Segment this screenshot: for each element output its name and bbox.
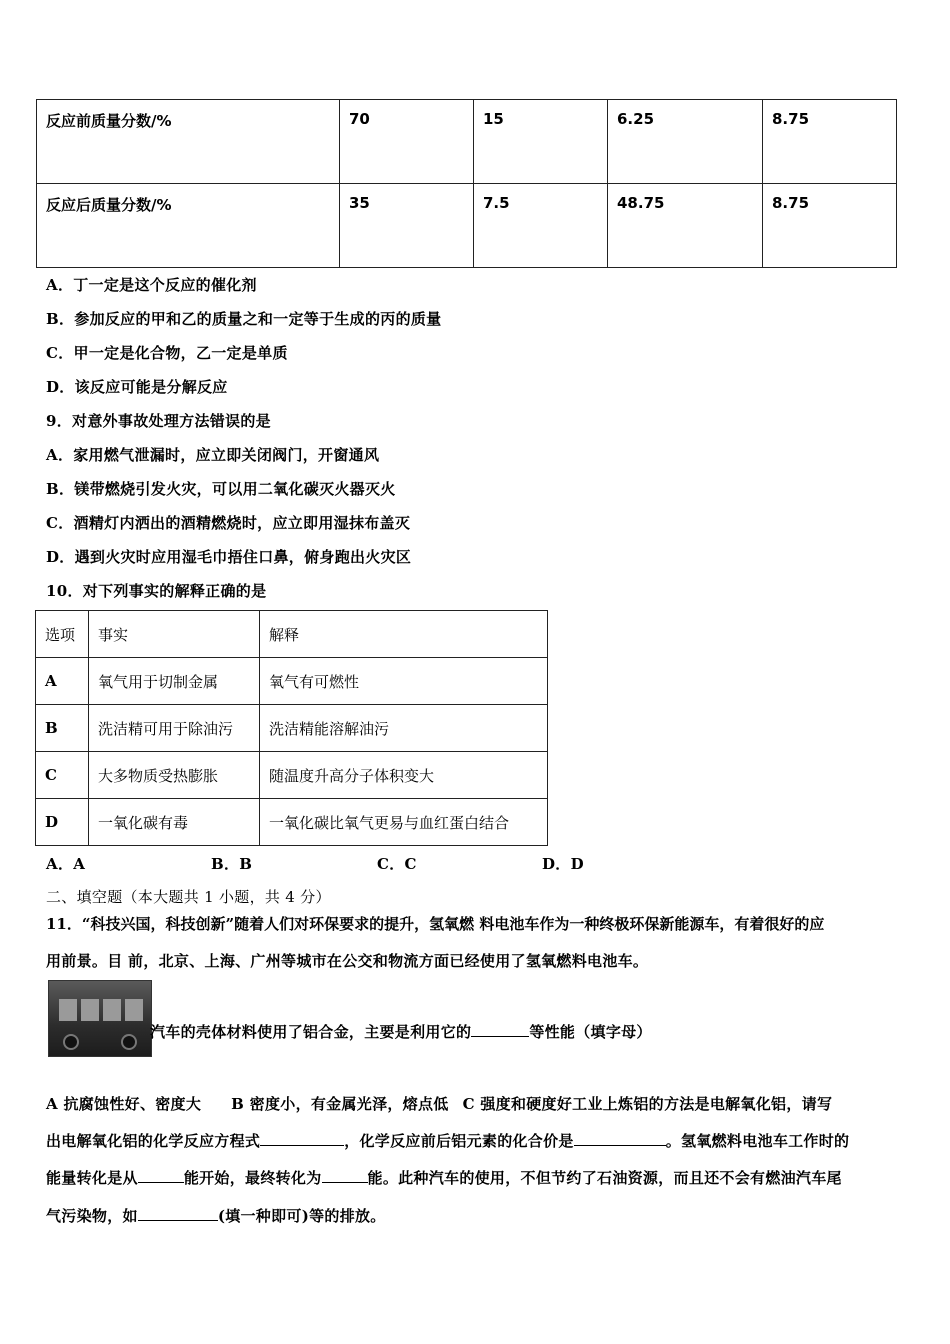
section-heading: 二、填空题（本大题共 1 小题，共 4 分）	[46, 888, 331, 906]
table-cell: 反应前质量分数/%	[37, 100, 340, 184]
mass-fraction-table	[36, 99, 897, 268]
q8-option-d: D．该反应可能是分解反应	[46, 378, 228, 396]
table-cell: C	[36, 752, 89, 799]
q9-option-a: A．家用燃气泄漏时，应立即关闭阀门，开窗通风	[46, 446, 380, 464]
table-cell: 6.25	[608, 100, 763, 184]
bus-photo	[48, 980, 152, 1057]
q8-option-c: C．甲一定是化合物，乙一定是单质	[46, 344, 288, 362]
q9-option-c: C．酒精灯内洒出的酒精燃烧时，应立即用湿抹布盖灭	[46, 514, 411, 532]
q11-option-b: B 密度小，有金属光泽，熔点低	[231, 1095, 449, 1113]
q11-option-c: C 强度和硬度好工业上炼铝的方法是电解氧化铝，请写	[462, 1095, 833, 1113]
answer-blank[interactable]	[138, 1168, 184, 1183]
table-row	[36, 705, 548, 752]
q8-option-b: B．参加反应的甲和乙的质量之和一定等于生成的丙的质量	[46, 310, 442, 328]
q11-line-5	[46, 1167, 842, 1188]
table-cell: 随温度升高分子体积变大	[260, 752, 548, 799]
answer-blank[interactable]	[471, 1022, 529, 1037]
q11-line-2: 用前景。目 前，北京、上海、广州等城市在公交和物流方面已经使用了氢氧燃料电池车。	[46, 952, 649, 970]
table-header-cell: 选项	[36, 611, 89, 658]
table-row	[36, 799, 548, 846]
facts-table	[35, 610, 548, 846]
table-row	[37, 100, 897, 184]
q11-caption-text: 汽车的壳体材料使用了铝合金，主要是利用它的	[150, 1023, 472, 1041]
q11-caption	[150, 1021, 652, 1042]
q9-option-d: D．遇到火灾时应用湿毛巾捂住口鼻，俯身跑出火灾区	[46, 548, 412, 566]
answer-blank[interactable]	[574, 1131, 666, 1146]
q11-option-a: A 抗腐蚀性好、密度大	[46, 1095, 202, 1113]
table-header-row	[36, 611, 548, 658]
q10-answer-c: C．C	[377, 855, 417, 873]
q11-line-6	[46, 1205, 386, 1226]
table-cell: 洗洁精可用于除油污	[89, 705, 260, 752]
table-cell: 大多物质受热膨胀	[89, 752, 260, 799]
table-cell: D	[36, 799, 89, 846]
q9-stem: 9．对意外事故处理方法错误的是	[46, 412, 271, 430]
q9-option-b: B．镁带燃烧引发火灾，可以用二氧化碳灭火器灭火	[46, 480, 396, 498]
table-row	[36, 658, 548, 705]
q11-text: ，化学反应前后铝元素的化合价是	[344, 1132, 574, 1150]
q10-answer-b: B．B	[211, 855, 253, 873]
table-cell: 洗洁精能溶解油污	[260, 705, 548, 752]
q10-answer-d: D．D	[542, 855, 584, 873]
q11-text: 出电解氧化铝的化学反应方程式	[46, 1132, 261, 1150]
table-row	[36, 752, 548, 799]
table-cell: 70	[340, 100, 474, 184]
q11-text: 能。此种汽车的使用，不但节约了石油资源，而且还不会有燃油汽车尾	[367, 1169, 842, 1187]
q11-text: 能量转化是从	[46, 1169, 138, 1187]
q11-line-4	[46, 1130, 849, 1151]
table-cell: B	[36, 705, 89, 752]
table-cell: 8.75	[763, 184, 897, 268]
table-row	[37, 184, 897, 268]
answer-blank[interactable]	[260, 1131, 344, 1146]
q8-option-a: A．丁一定是这个反应的催化剂	[46, 276, 257, 294]
table-cell: 7.5	[474, 184, 608, 268]
q11-line-1: 11．“科技兴国，科技创新”随着人们对环保要求的提升，氢氧燃 料电池车作为一种终极环保新能源车，有着很好的应	[46, 915, 825, 933]
table-cell: 8.75	[763, 100, 897, 184]
q11-caption-text: 等性能（填字母）	[529, 1023, 652, 1041]
table-cell: 一氧化碳有毒	[89, 799, 260, 846]
q10-answer-a: A．A	[46, 855, 86, 873]
table-cell: 48.75	[608, 184, 763, 268]
q11-text: 气污染物，如	[46, 1207, 138, 1225]
table-cell: 氧气用于切制金属	[89, 658, 260, 705]
table-header-cell: 解释	[260, 611, 548, 658]
answer-blank[interactable]	[322, 1168, 368, 1183]
q11-text: (填一种即可)等的排放。	[217, 1207, 386, 1225]
table-cell: 反应后质量分数/%	[37, 184, 340, 268]
q11-text: 能开始，最终转化为	[183, 1169, 322, 1187]
q10-stem: 10．对下列事实的解释正确的是	[46, 582, 267, 600]
q11-options-line	[46, 1093, 832, 1114]
table-header-cell: 事实	[89, 611, 260, 658]
q11-text: 。氢氧燃料电池车工作时的	[665, 1132, 850, 1150]
table-cell: 氧气有可燃性	[260, 658, 548, 705]
table-cell: 一氧化碳比氧气更易与血红蛋白结合	[260, 799, 548, 846]
table-cell: 35	[340, 184, 474, 268]
table-cell: A	[36, 658, 89, 705]
table-cell: 15	[474, 100, 608, 184]
answer-blank[interactable]	[138, 1206, 218, 1221]
